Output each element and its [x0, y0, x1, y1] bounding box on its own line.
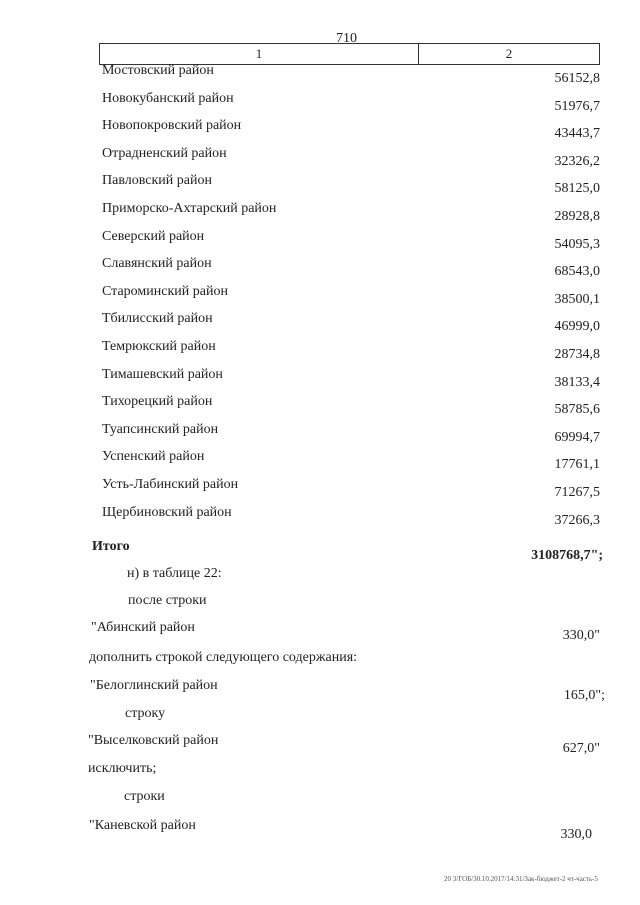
- beloglinsky-value: 165,0";: [563, 688, 605, 703]
- district-row: [0, 229, 640, 252]
- abinsky-value: 330,0": [562, 628, 600, 643]
- district-row: [0, 91, 640, 114]
- district-name: Отрадненский район: [102, 146, 227, 161]
- district-name: Усть-Лабинский район: [102, 477, 239, 492]
- item-n-text: н) в таблице 22:: [127, 566, 222, 581]
- row-word-text: строку: [125, 706, 166, 721]
- total-value: 3108768,7";: [531, 548, 603, 563]
- district-name: Успенский район: [102, 449, 205, 464]
- total-label: Итого: [92, 539, 130, 554]
- vyselkovsky-value: 627,0": [562, 741, 600, 756]
- district-row: [0, 284, 640, 307]
- district-name: Туапсинский район: [102, 422, 219, 437]
- district-value: 17761,1: [554, 457, 600, 472]
- table-header: [99, 43, 600, 65]
- page-number: 710: [336, 31, 357, 46]
- district-row: [0, 477, 640, 500]
- district-row: [0, 422, 640, 445]
- district-value: 43443,7: [554, 126, 600, 141]
- district-row: [0, 63, 640, 86]
- district-row: [0, 449, 640, 472]
- district-row: [0, 201, 640, 224]
- district-value: 58785,6: [554, 402, 600, 417]
- district-name: Тихорецкий район: [102, 394, 213, 409]
- district-row: [0, 367, 640, 390]
- district-value: 38133,4: [554, 375, 600, 390]
- district-name: Тимашевский район: [102, 367, 223, 382]
- rows-word-text: строки: [124, 789, 165, 804]
- district-row: [0, 505, 640, 528]
- district-row: [0, 339, 640, 362]
- district-value: 37266,3: [554, 513, 600, 528]
- add-row-text: дополнить строкой следующего содержания:: [89, 650, 358, 665]
- district-value: 28734,8: [554, 347, 600, 362]
- district-name: Новопокровский район: [102, 118, 242, 133]
- district-name: Щербиновский район: [102, 505, 232, 520]
- district-name: Мостовский район: [102, 63, 214, 78]
- district-row: [0, 394, 640, 417]
- district-value: 38500,1: [554, 292, 600, 307]
- district-name: Приморско-Ахтарский район: [102, 201, 277, 216]
- district-value: 58125,0: [554, 181, 600, 196]
- header-col-1: 1: [100, 44, 419, 65]
- district-value: 71267,5: [554, 485, 600, 500]
- exclude-text: исключить;: [88, 761, 157, 776]
- district-value: 51976,7: [554, 99, 600, 114]
- district-row: [0, 173, 640, 196]
- district-row: [0, 311, 640, 334]
- kanevskoy-name: "Каневской район: [89, 818, 196, 833]
- total-row: [0, 539, 640, 563]
- district-row: [0, 256, 640, 279]
- district-value: 46999,0: [554, 319, 600, 334]
- district-name: Староминский район: [102, 284, 228, 299]
- district-value: 69994,7: [554, 430, 600, 445]
- district-name: Павловский район: [102, 173, 212, 188]
- district-row: [0, 118, 640, 141]
- beloglinsky-name: "Белоглинский район: [90, 678, 218, 693]
- after-row-text: после строки: [128, 593, 207, 608]
- district-value: 56152,8: [554, 71, 600, 86]
- district-name: Тбилисский район: [102, 311, 213, 326]
- district-name: Славянский район: [102, 256, 212, 271]
- district-name: Новокубанский район: [102, 91, 234, 106]
- header-col-2: 2: [419, 44, 600, 65]
- district-value: 32326,2: [554, 154, 600, 169]
- district-row: [0, 146, 640, 169]
- district-value: 54095,3: [554, 237, 600, 252]
- footer-note: 20 3/ГОБ/30.10.2017/14:31/Зак-бюджет-2 чт-часть-5: [444, 875, 598, 883]
- district-name: Темрюкский район: [102, 339, 216, 354]
- district-name: Северский район: [102, 229, 205, 244]
- abinsky-name: "Абинский район: [91, 620, 195, 635]
- vyselkovsky-name: "Выселковский район: [88, 733, 219, 748]
- district-value: 68543,0: [554, 264, 600, 279]
- district-value: 28928,8: [554, 209, 600, 224]
- kanevskoy-value: 330,0: [560, 827, 592, 842]
